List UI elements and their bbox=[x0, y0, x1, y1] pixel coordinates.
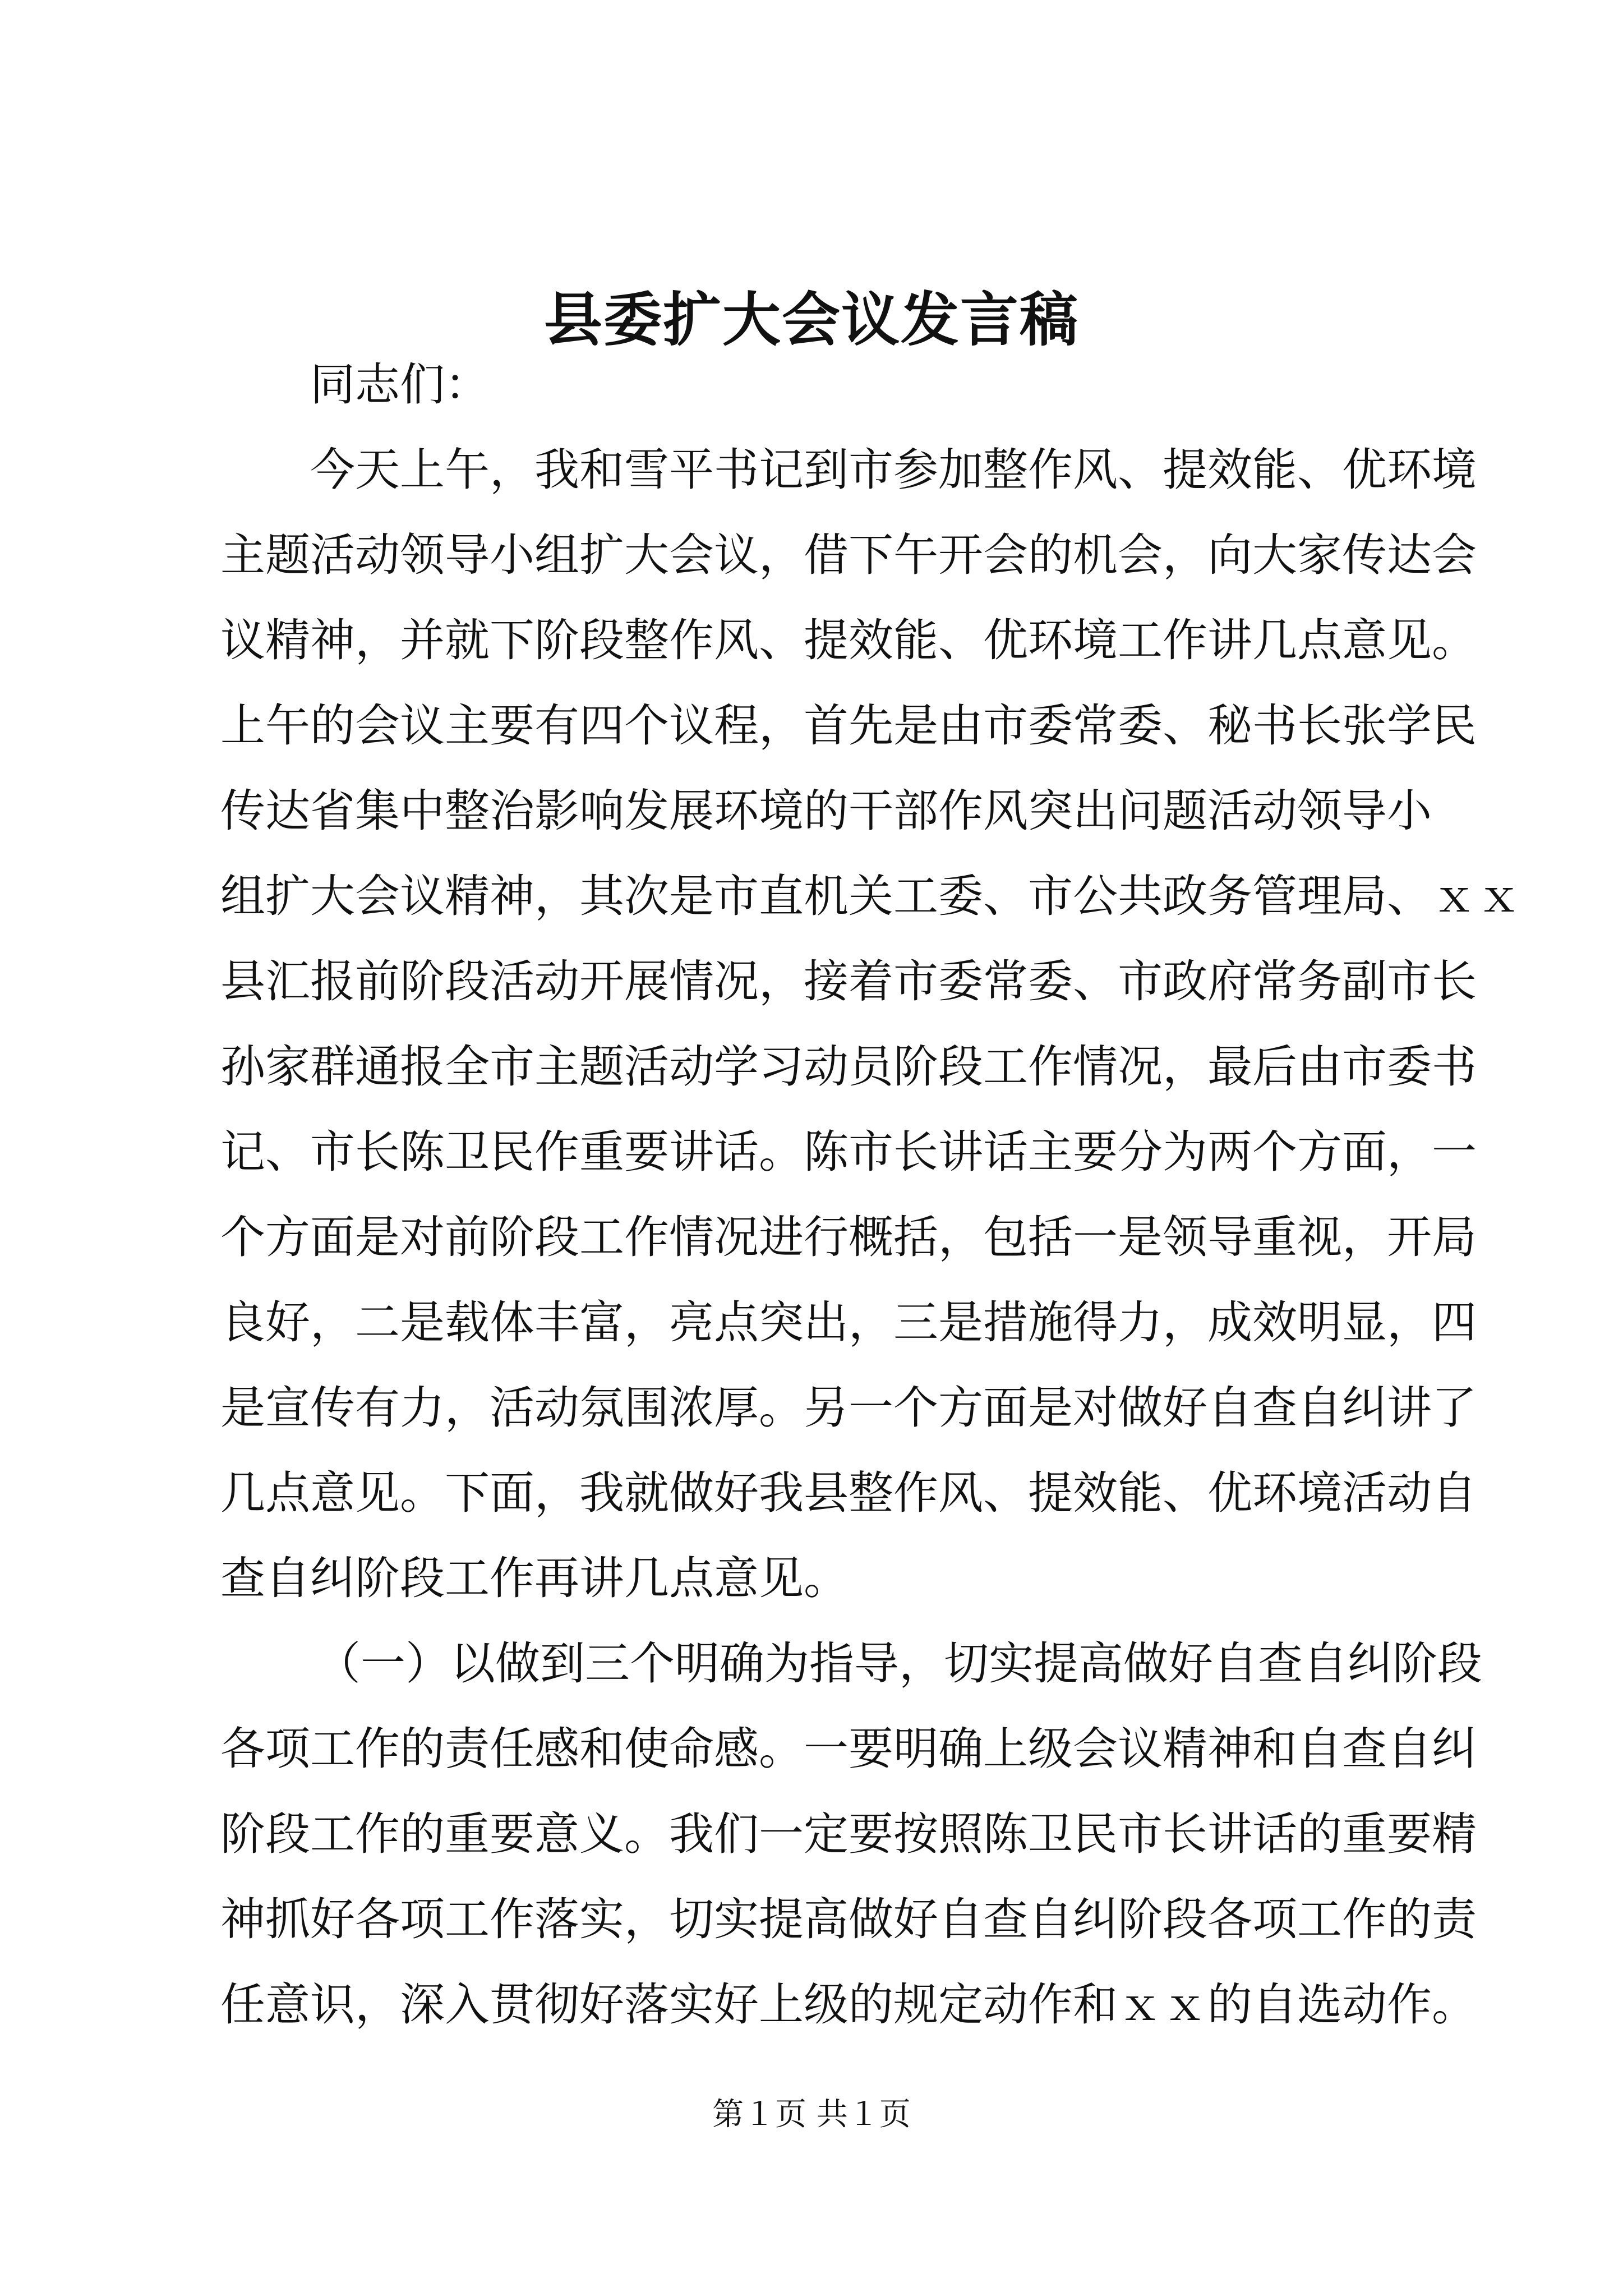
document-title: 县委扩大会议发言稿 bbox=[543, 285, 1079, 354]
paragraph-line: 议精神，并就下阶段整作风、提效能、优环境工作讲几点意见。 bbox=[220, 614, 1477, 666]
paragraph-line: 今天上午，我和雪平书记到市参加整作风、提效能、优环境 bbox=[310, 444, 1477, 496]
paragraph-line: 任意识，深入贯彻好落实好上级的规定动作和ｘｘ的自选动作。 bbox=[220, 1978, 1477, 2031]
paragraph-line: 传达省集中整治影响发展环境的干部作风突出问题活动领导小 bbox=[220, 785, 1432, 837]
paragraph-line: 是宣传有力，活动氛围浓厚。另一个方面是对做好自查自纠讲了 bbox=[220, 1382, 1477, 1434]
paragraph-line: 各项工作的责任感和使命感。一要明确上级会议精神和自查自纠 bbox=[220, 1723, 1477, 1775]
paragraph-line: 县汇报前阶段活动开展情况，接着市委常委、市政府常务副市长 bbox=[220, 955, 1477, 1007]
paragraph-line: 神抓好各项工作落实，切实提高做好自查自纠阶段各项工作的责 bbox=[220, 1893, 1477, 1945]
paragraph-line: 良好，二是载体丰富，亮点突出，三是措施得力，成效明显，四 bbox=[220, 1296, 1477, 1349]
greeting-line: 同志们： bbox=[310, 358, 490, 411]
paragraph-line: 几点意见。下面，我就做好我县整作风、提效能、优环境活动自 bbox=[220, 1467, 1477, 1519]
paragraph-line: 查自纠阶段工作再讲几点意见。 bbox=[220, 1552, 849, 1604]
document-body bbox=[220, 342, 1521, 2047]
paragraph-line: 主题活动领导小组扩大会议，借下午开会的机会，向大家传达会 bbox=[220, 529, 1477, 581]
paragraph-line: 组扩大会议精神，其次是市直机关工委、市公共政务管理局、ｘｘ bbox=[220, 870, 1521, 922]
paragraph-line: 个方面是对前阶段工作情况进行概括，包括一是领导重视，开局 bbox=[220, 1211, 1477, 1263]
section-heading-line: （一）以做到三个明确为指导，切实提高做好自查自纠阶段 bbox=[316, 1637, 1482, 1690]
paragraph-line: 阶段工作的重要意义。我们一定要按照陈卫民市长讲话的重要精 bbox=[220, 1808, 1477, 1860]
paragraph-line: 孙家群通报全市主题活动学习动员阶段工作情况，最后由市委书 bbox=[220, 1041, 1477, 1093]
page-number-footer: 第１页 共１页 bbox=[712, 2096, 911, 2133]
paragraph-line: 上午的会议主要有四个议程，首先是由市委常委、秘书长张学民 bbox=[220, 700, 1477, 752]
paragraph-line: 记、市长陈卫民作重要讲话。陈市长讲话主要分为两个方面，一 bbox=[220, 1126, 1477, 1178]
